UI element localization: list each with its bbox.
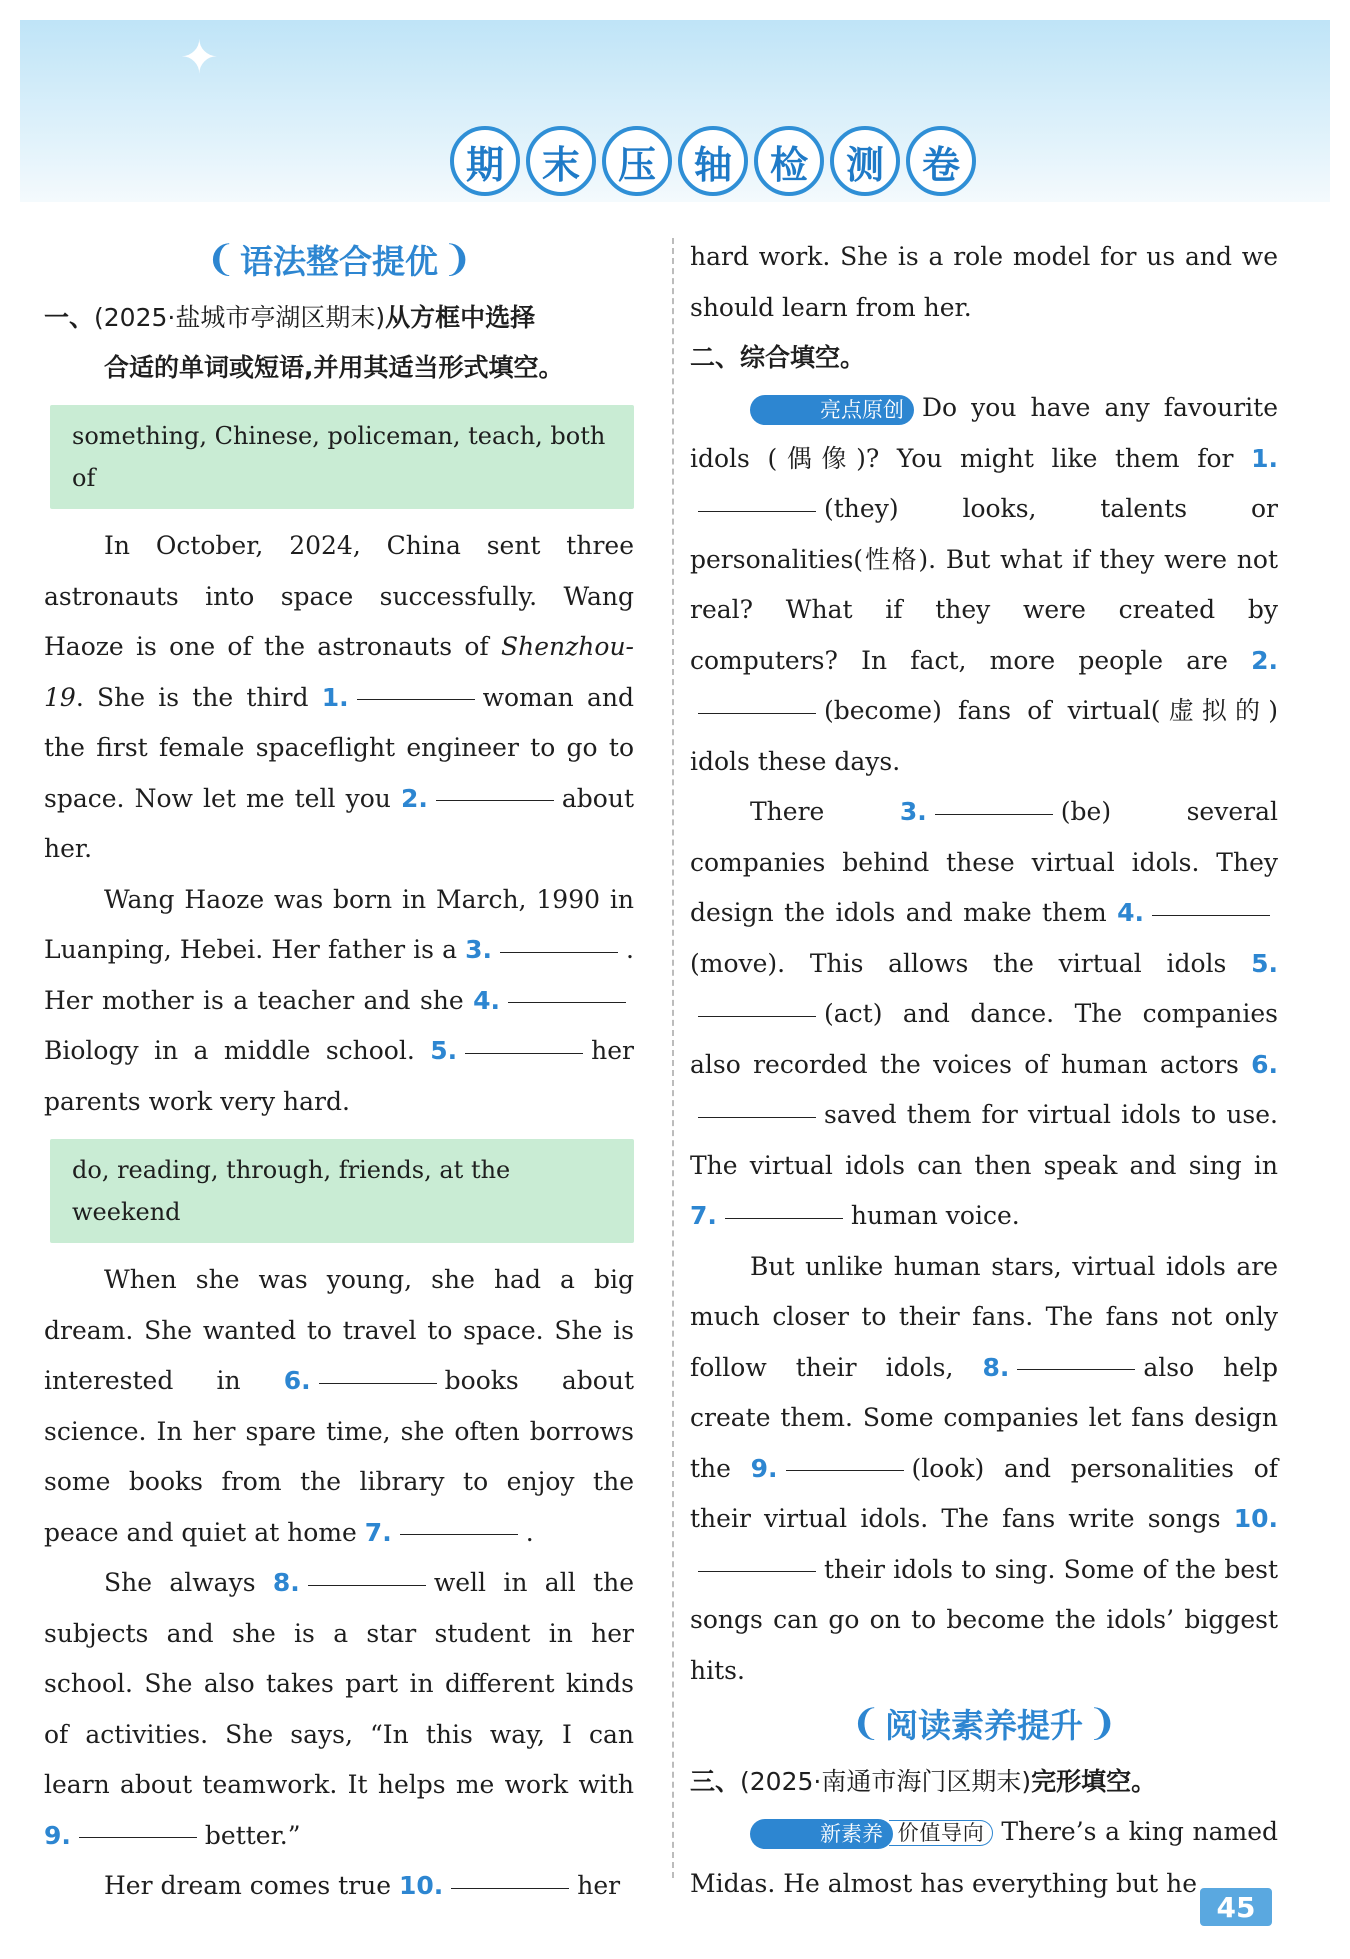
paragraph: 新素养 价值导向 There’s a king named Midas. He almost has everything but he (690, 1817, 1278, 1898)
paragraph: hard work. She is a role model for us and we should learn from her. (690, 242, 1278, 322)
answer-blank[interactable] (935, 813, 1053, 815)
answer-blank[interactable] (308, 1584, 426, 1586)
blank-number: 6. (283, 1366, 311, 1395)
paragraph: 亮点原创 Do you have any favourite idols (偶像)? You might like them for 1.(they) looks, talents or personalities(性格). But what if they were not real? What if they were created by computers? In fact, more people are 2.(become) fans of virtual(虚拟的) idols these days. (690, 393, 1278, 776)
paragraph: She always 8. well in all the subjects and she is a star student in her school. She also takes part in different kinds of activities. She says, “In this way, I can learn about teamwork. It helps me work with 9. better.” (44, 1568, 635, 1850)
word-box-1: something, Chinese, policeman, teach, both of (50, 405, 634, 509)
question-1-instruction: 合适的单词或短语,并用其适当形式填空。 (104, 353, 564, 382)
blank-number: 8. (272, 1568, 300, 1597)
answer-blank[interactable] (451, 1887, 569, 1889)
column-divider (672, 238, 674, 1878)
original-badge: 亮点原创 (750, 395, 914, 425)
title-char: 期 (450, 126, 520, 196)
blank-number: 3. (899, 797, 927, 826)
blank-number: 5. (430, 1036, 458, 1065)
paragraph: Her dream comes true 10. her (104, 1871, 621, 1900)
answer-blank[interactable] (357, 698, 475, 700)
title-char: 轴 (678, 126, 748, 196)
blank-number: 7. (364, 1517, 392, 1547)
answer-blank[interactable] (698, 1570, 816, 1572)
blank-number: 4. (473, 985, 500, 1015)
blank-number: 7. (690, 1201, 717, 1230)
blank-number: 1. (321, 682, 349, 712)
blank-number: 4. (1117, 898, 1144, 927)
blank-number: 5. (1251, 948, 1278, 978)
section-title-grammar: ❨ 语法整合提优 ❩ (205, 239, 473, 281)
bracket-right-icon: ❩ (442, 239, 473, 280)
title-char: 卷 (906, 126, 976, 196)
title-char: 测 (830, 126, 900, 196)
paragraph: Wang Haoze was born in March, 1990 in Luanping, Hebei. Her father is a 3. . Her mother is a teacher and she 4.Biology in a middle school. 5. her parents work very hard. (44, 884, 634, 1116)
blank-number: 1. (1251, 443, 1278, 473)
paragraph: When she was young, she had a big dream. She wanted to travel to space. She is interested in 6. books about science. In her spare time, she often borrows some books from the library to enjoy the peace and quiet at home 7. . (44, 1265, 634, 1547)
answer-blank[interactable] (400, 1533, 518, 1535)
blank-number: 9. (44, 1820, 71, 1850)
title-char: 末 (526, 126, 596, 196)
title-char: 检 (754, 126, 824, 196)
literacy-badge: 新素养 (750, 1819, 893, 1849)
answer-blank[interactable] (319, 1382, 437, 1384)
paragraph: But unlike human stars, virtual idols are much closer to their fans. The fans not only follow their idols, 8. also help create them. Some companies let fans design the 9. (look) and personalities of their virtual idols. The fans write songs 10.their idols to sing. Some of the best songs can go on to become the idols’ biggest hits. (690, 1251, 1279, 1685)
blank-number: 9. (750, 1453, 778, 1483)
question-1-header: 一、(2025·盐城市亭湖区期末)从方框中选择 (44, 303, 536, 332)
answer-blank[interactable] (1017, 1368, 1135, 1370)
right-column (690, 232, 1278, 1909)
answer-blank[interactable] (698, 510, 816, 512)
section-title-reading: ❨ 阅读素养提升 ❩ (850, 1703, 1118, 1745)
answer-blank[interactable] (725, 1217, 843, 1219)
sparkle-icon: ✦ (180, 30, 219, 84)
answer-blank[interactable] (698, 712, 816, 714)
paragraph: There 3. (be) several companies behind these virtual idols. They design the idols and make them 4.(move). This allows the virtual idols 5.(act) and dance. The companies also recorded the voices of human actors 6.saved them for virtual idols to use. The virtual idols can then speak and sing in 7. human voice. (690, 797, 1278, 1230)
answer-blank[interactable] (698, 1015, 816, 1017)
bracket-left-icon: ❨ (850, 1703, 881, 1744)
question-2-header: 二、综合填空。 (690, 343, 866, 372)
blank-number: 6. (1251, 1049, 1278, 1079)
blank-number: 10. (1233, 1504, 1278, 1533)
blank-number: 10. (398, 1871, 444, 1900)
bracket-left-icon: ❨ (205, 239, 236, 280)
word-box-2: do, reading, through, friends, at the weekend (50, 1139, 634, 1243)
value-badge: 价值导向 (889, 1820, 993, 1846)
page-title (450, 126, 976, 196)
answer-blank[interactable] (786, 1469, 904, 1471)
blank-number: 8. (982, 1352, 1010, 1382)
header-banner (20, 20, 1330, 202)
answer-blank[interactable] (698, 1116, 816, 1118)
blank-number: 2. (400, 783, 428, 813)
bracket-right-icon: ❩ (1087, 1703, 1118, 1744)
answer-blank[interactable] (500, 951, 618, 953)
answer-blank[interactable] (79, 1836, 197, 1838)
answer-blank[interactable] (436, 799, 554, 801)
blank-number: 2. (1251, 645, 1278, 675)
title-char: 压 (602, 126, 672, 196)
page-number: 45 (1200, 1888, 1272, 1926)
answer-blank[interactable] (1152, 914, 1270, 916)
question-3-header: 三、(2025·南通市海门区期末)完形填空。 (690, 1767, 1157, 1796)
answer-blank[interactable] (465, 1052, 583, 1054)
blank-number: 3. (465, 935, 493, 964)
paragraph: In October, 2024, China sent three astronauts into space successfully. Wang Haoze is one of the astronauts of Shenzhou-19. She is the third 1. woman and the first female spaceflight engineer to go to space. Now let me tell you 2. about her. (44, 531, 634, 863)
answer-blank[interactable] (508, 1001, 626, 1003)
left-column (44, 232, 634, 1912)
